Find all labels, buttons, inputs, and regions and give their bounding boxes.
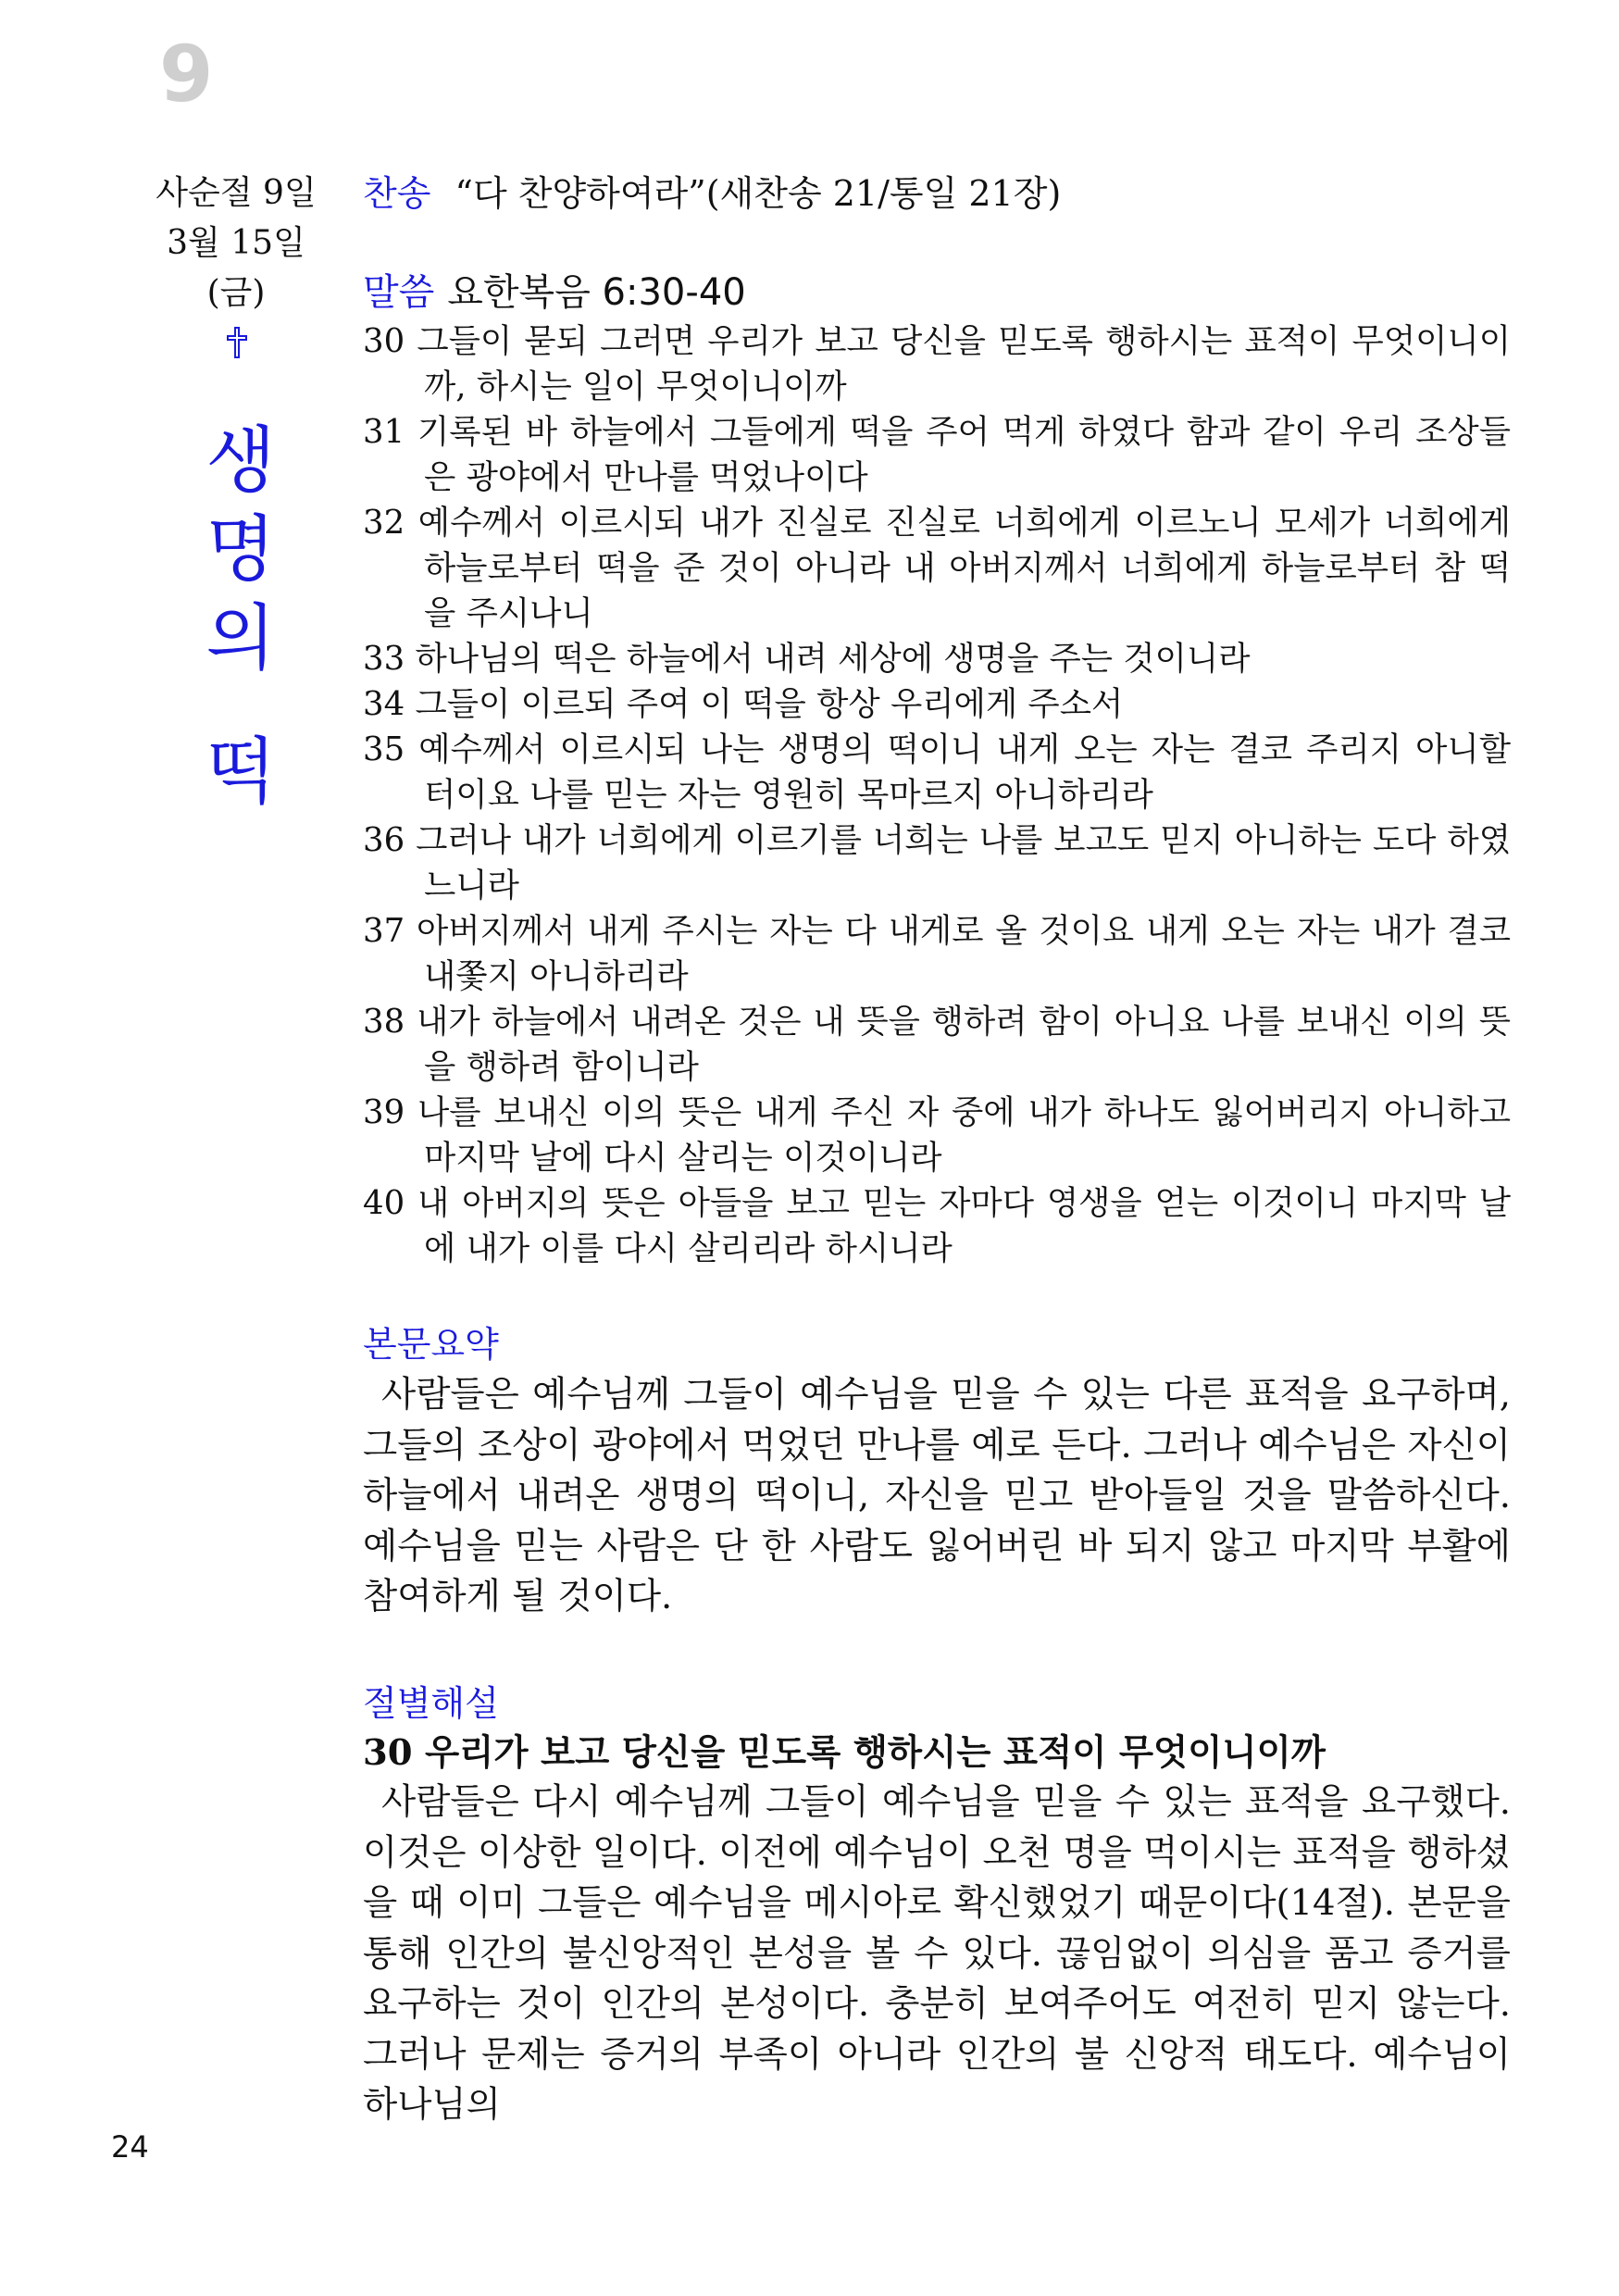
theme-title-vertical [202, 417, 280, 817]
season-day-label: 사순절 9일 [156, 174, 317, 212]
theme-char: 생 [205, 419, 276, 503]
verse-30: 30 그들이 묻되 그러면 우리가 보고 당신을 믿도록 행하시는 표적이 무엇이니이까, 하시는 일이 무엇이니이까 [363, 322, 1511, 406]
verse-38: 38 내가 하늘에서 내려온 것은 내 뜻을 행하려 함이 아니요 나를 보내신 이의 뜻을 행하려 함이니라 [363, 1003, 1511, 1086]
commentary-title: 절별해설 [363, 1683, 499, 1724]
summary-title: 본문요약 [363, 1324, 499, 1365]
commentary-section [363, 1678, 1511, 2131]
verse-33: 33 하나님의 떡은 하늘에서 내려 세상에 생명을 주는 것이니라 [363, 640, 1251, 678]
theme-char: 명 [205, 508, 276, 592]
cross-icon [226, 326, 248, 359]
hymn-title: “다 찬양하여라” [455, 173, 706, 214]
hymn-label: 찬송 [363, 173, 431, 214]
summary-text: 사람들은 예수님께 그들이 예수님을 믿을 수 있는 다른 표적을 요구하며, 그들의 조상이 광야에서 먹었던 만나를 예로 든다. 그러나 예수님은 자신이 하늘에서 내려온 생명의 떡이니, 자신을 믿고 받아들일 것을 말씀하신다. 예수님을 믿는 사람은 단 한 사람도 잃어버린 바 되지 않고 마지막 부활에 참여하게 될 것이다. [363, 1374, 1511, 1617]
commentary-verse-heading: 30 우리가 보고 당신을 믿도록 행하시는 표적이 무엇이니이까 [363, 1732, 1326, 1774]
scripture-section [363, 268, 1511, 1271]
verse-34: 34 그들이 이르되 주여 이 떡을 항상 우리에게 주소서 [363, 685, 1124, 723]
verse-36: 36 그러나 내가 너희에게 이르기를 너희는 나를 보고도 믿지 아니하는 도다 하였느니라 [363, 821, 1511, 905]
sidebar-date [139, 168, 333, 318]
verse-35: 35 예수께서 이르시되 나는 생명의 떡이니 내게 오는 자는 결코 주리지 아니할 터이요 나를 믿는 자는 영원히 목마르지 아니하리라 [363, 730, 1511, 814]
hymn-line [363, 170, 1511, 217]
page-number: 24 [111, 2129, 149, 2165]
commentary-text: 사람들은 다시 예수님께 그들이 예수님을 믿을 수 있는 표적을 요구했다. 이것은 이상한 일이다. 이전에 예수님이 오천 명을 먹이시는 표적을 행하셨을 때 이미 그들은 예수님을 메시아로 확신했었기 때문이다(14절). 본문을 통해 인간의 불신앙적인 본성을 볼 수 있다. 끊임없이 의심을 품고 증거를 요구하는 것이 인간의 본성이다. 충분히 보여주어도 여전히 믿지 않는다. 그러나 문제는 증거의 부족이 아니라 인간의 불 신앙적 태도다. 예수님이 하나님의 [363, 1781, 1511, 2126]
scripture-heading [363, 268, 1511, 317]
theme-char: 떡 [205, 730, 276, 814]
theme-char: 의 [205, 597, 276, 680]
verse-40: 40 내 아버지의 뜻은 아들을 보고 믿는 자마다 영생을 얻는 이것이니 마지막 날에 내가 이를 다시 살리리라 하시니라 [363, 1184, 1511, 1267]
verse-37: 37 아버지께서 내게 주시는 자는 다 내게로 올 것이요 내게 오는 자는 내가 결코 내쫓지 아니하리라 [363, 912, 1511, 995]
summary-section [363, 1318, 1511, 1623]
hymn-numbers: (새찬송 21/통일 21장) [705, 173, 1062, 214]
verse-32: 32 예수께서 이르시되 내가 진실로 진실로 너희에게 이르노니 모세가 너희에게 하늘로부터 떡을 준 것이 아니라 내 아버지께서 너희에게 하늘로부터 참 떡을 주시나니 [363, 504, 1511, 632]
calendar-date-label: 3월 15일(금) [167, 224, 305, 312]
scripture-reference: 요한복음 6:30-40 [447, 271, 746, 314]
verse-31: 31 기록된 바 하늘에서 그들에게 떡을 주어 먹게 하였다 함과 같이 우리 조상들은 광야에서 만나를 먹었나이다 [363, 413, 1511, 496]
verse-39: 39 나를 보내신 이의 뜻은 내게 주신 자 중에 내가 하나도 잃어버리지 아니하고 마지막 날에 다시 살리는 이것이니라 [363, 1093, 1511, 1177]
day-number: 9 [159, 29, 214, 119]
scripture-label: 말씀 [363, 271, 435, 314]
